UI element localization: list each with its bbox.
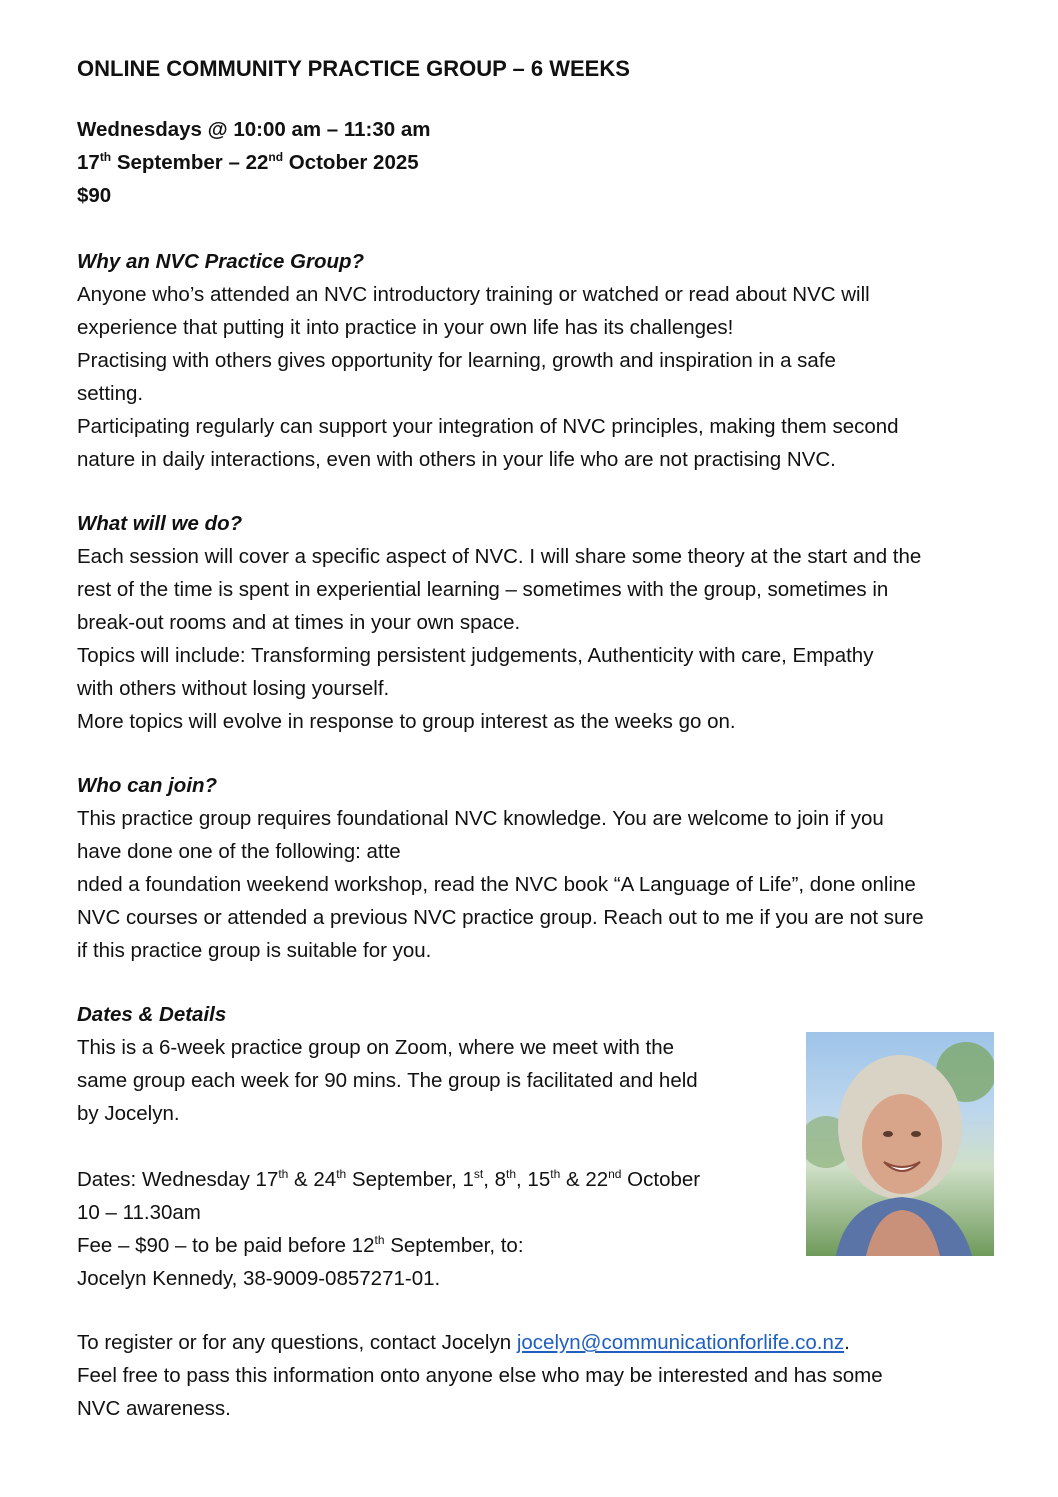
details-dates: Dates: Wednesday 17th & 24th September, 1st, 8th, 15th & 22nd October [77, 1167, 701, 1191]
paragraph-line: Participating regularly can support your integration of NVC principles, making them second [77, 415, 899, 438]
details-time: 10 – 11.30am [77, 1201, 201, 1224]
details-fee: Fee – $90 – to be paid before 12th September, to: [77, 1233, 524, 1257]
section-heading-why: Why an NVC Practice Group? [77, 250, 365, 273]
schedule-day-time: Wednesdays @ 10:00 am – 11:30 am [77, 118, 431, 141]
paragraph-line: NVC awareness. [77, 1397, 231, 1420]
section-heading-who: Who can join? [77, 774, 218, 797]
paragraph-line: if this practice group is suitable for you. [77, 939, 432, 962]
paragraph-line: Anyone who’s attended an NVC introductory training or watched or read about NVC will [77, 283, 870, 306]
details-account: Jocelyn Kennedy, 38-9009-0857271-01. [77, 1267, 441, 1290]
paragraph-line: nded a foundation weekend workshop, read the NVC book “A Language of Life”, done online [77, 873, 916, 896]
paragraph-line: This practice group requires foundational NVC knowledge. You are welcome to join if you [77, 807, 884, 830]
schedule-dates: 17th September – 22nd October 2025 [77, 150, 419, 174]
paragraph-line: This is a 6-week practice group on Zoom, where we meet with the [77, 1036, 675, 1059]
section-who [77, 769, 1017, 967]
section-contact [77, 1326, 1017, 1425]
paragraph-line: Practising with others gives opportunity for learning, growth and inspiration in a safe [77, 349, 836, 372]
email-link[interactable]: jocelyn@communicationforlife.co.nz [516, 1331, 845, 1354]
paragraph-line: experience that putting it into practice in your own life has its challenges! [77, 316, 734, 339]
page-title: ONLINE COMMUNITY PRACTICE GROUP – 6 WEEKS [77, 56, 630, 81]
paragraph-line: same group each week for 90 mins. The group is facilitated and held [77, 1069, 698, 1092]
schedule-block [77, 113, 1017, 212]
section-details [77, 998, 777, 1295]
paragraph-line: nature in daily interactions, even with others in your life who are not practising NVC. [77, 448, 836, 471]
paragraph-line: rest of the time is spent in experiential learning – sometimes with the group, sometimes in [77, 578, 889, 601]
section-heading-details: Dates & Details [77, 1003, 227, 1026]
blank-line [77, 1130, 777, 1163]
paragraph-line: More topics will evolve in response to group interest as the weeks go on. [77, 710, 736, 733]
schedule-price: $90 [77, 184, 112, 207]
paragraph-line: have done one of the following: atte [77, 840, 401, 863]
paragraph-line: Feel free to pass this information onto anyone else who may be interested and has some [77, 1364, 883, 1387]
paragraph-line: NVC courses or attended a previous NVC practice group. Reach out to me if you are not sure [77, 906, 924, 929]
portrait-illustration [806, 1032, 994, 1256]
contact-line: To register or for any questions, contact Jocelyn jocelyn@communicationforlife.co.nz. [77, 1331, 850, 1354]
paragraph-line: Each session will cover a specific aspect of NVC. I will share some theory at the start and the [77, 545, 922, 568]
portrait-photo [806, 1032, 994, 1256]
paragraph-line: by Jocelyn. [77, 1102, 180, 1125]
section-what [77, 507, 1017, 738]
paragraph-line: Topics will include: Transforming persistent judgements, Authenticity with care, Empathy [77, 644, 874, 667]
section-why [77, 245, 1017, 476]
section-heading-what: What will we do? [77, 512, 243, 535]
paragraph-line: setting. [77, 382, 144, 405]
paragraph-line: with others without losing yourself. [77, 677, 390, 700]
paragraph-line: break-out rooms and at times in your own space. [77, 611, 521, 634]
